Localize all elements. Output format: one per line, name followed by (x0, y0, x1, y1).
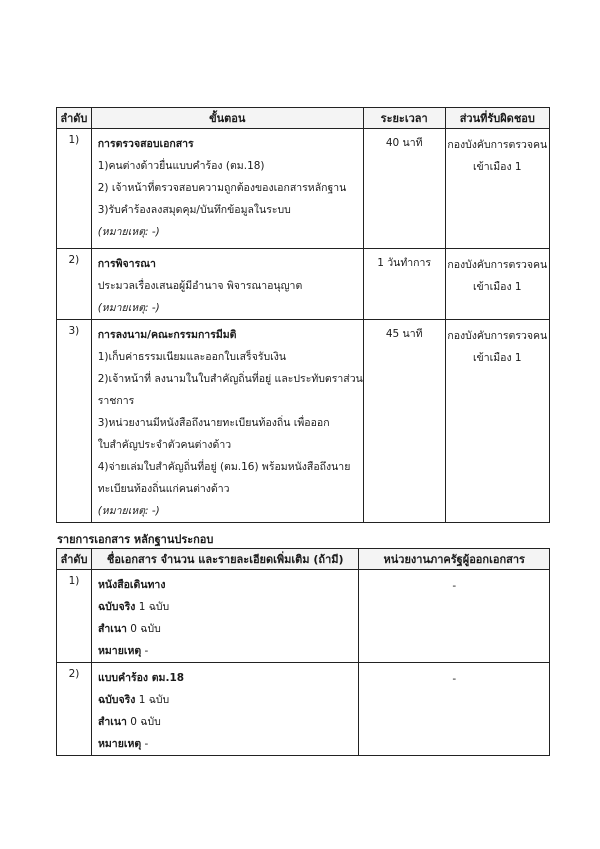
step-line: 1)เก็บค่าธรรมเนียมและออกใบเสร็จรับเงิน (97, 351, 287, 363)
step-note: (หมายเหตุ: -) (97, 505, 160, 517)
document-original (98, 596, 358, 618)
step-responsible (445, 320, 549, 523)
step-line: ทะเบียนท้องถิ่นแก่คนต่างด้าว (97, 483, 230, 495)
copy-label: สำเนา (97, 623, 127, 635)
step-detail (91, 320, 363, 523)
document-detail (91, 570, 358, 663)
note-value: - (144, 738, 149, 750)
row-number: 1) (57, 570, 92, 663)
responsible-line: เข้าเมือง 1 (472, 352, 522, 364)
header-order: ลำดับ (57, 549, 92, 570)
header-duration: ระยะเวลา (363, 108, 445, 129)
original-label: ฉบับจริง (97, 694, 136, 706)
step-line: ประมวลเรื่องเสนอผู้มีอำนาจ พิจารณาอนุญาต (97, 280, 303, 292)
step-duration: 1 วันทำการ (363, 249, 445, 320)
steps-header-row (57, 108, 550, 129)
step-detail (91, 129, 363, 249)
row-number: 3) (57, 320, 92, 523)
table-row (57, 320, 550, 523)
step-line: ใบสำคัญประจำตัวคนต่างด้าว (97, 439, 232, 451)
note-value: - (144, 645, 149, 657)
document-name: แบบคำร้อง ตม.18 (97, 672, 185, 684)
document-original (98, 689, 358, 711)
documents-table (56, 548, 550, 756)
header-responsible: ส่วนที่รับผิดชอบ (445, 108, 549, 129)
note-label: หมายเหตุ (97, 645, 142, 657)
header-document-name: ชื่อเอกสาร จำนวน และรายละเอียดเพิ่มเติม (ถ้ามี) (91, 549, 358, 570)
original-label: ฉบับจริง (97, 601, 136, 613)
step-line: 2)เจ้าหน้าที่ ลงนามในใบสำคัญถิ่นที่อยู่ และประทับตราส่วน (97, 373, 363, 385)
step-line: 1)คนต่างด้าวยื่นแบบคำร้อง (ตม.18) (97, 160, 265, 172)
steps-table (56, 107, 550, 523)
step-note: (หมายเหตุ: -) (97, 302, 160, 314)
step-duration: 40 นาที (363, 129, 445, 249)
responsible-line: เข้าเมือง 1 (472, 161, 522, 173)
step-note: (หมายเหตุ: -) (97, 226, 160, 238)
document-copy (98, 711, 358, 733)
header-issuer: หน่วยงานภาครัฐผู้ออกเอกสาร (359, 549, 550, 570)
document-name: หนังสือเดินทาง (97, 579, 166, 591)
row-number: 2) (57, 663, 92, 756)
responsible-line: กองบังคับการตรวจคน (447, 259, 548, 271)
table-row (57, 249, 550, 320)
step-line: 2) เจ้าหน้าที่ตรวจสอบความถูกต้องของเอกสารหลักฐาน (97, 182, 347, 194)
table-row (57, 663, 550, 756)
step-line: 3)หน่วยงานมีหนังสือถึงนายทะเบียนท้องถิ่น เพื่อออก (97, 417, 330, 429)
step-line: ราชการ (97, 395, 135, 407)
original-value: 1 ฉบับ (138, 694, 170, 706)
note-label: หมายเหตุ (97, 738, 142, 750)
original-value: 1 ฉบับ (138, 601, 170, 613)
header-steps: ขั้นตอน (91, 108, 363, 129)
document-note (98, 640, 358, 662)
step-line: 3)รับคำร้องลงสมุดคุม/บันทึกข้อมูลในระบบ (97, 204, 291, 216)
document-issuer: - (359, 663, 550, 756)
step-title: การลงนาม/คณะกรรมการมีมติ (97, 329, 237, 341)
table-row (57, 129, 550, 249)
document-detail (91, 663, 358, 756)
step-detail (91, 249, 363, 320)
document-issuer: - (359, 570, 550, 663)
step-responsible (445, 129, 549, 249)
copy-label: สำเนา (97, 716, 127, 728)
step-line: 4)จ่ายเล่มใบสำคัญถิ่นที่อยู่ (ตม.16) พร้อมหนังสือถึงนาย (97, 461, 351, 473)
table-row (57, 570, 550, 663)
responsible-line: กองบังคับการตรวจคน (447, 330, 548, 342)
step-duration: 45 นาที (363, 320, 445, 523)
row-number: 1) (57, 129, 92, 249)
responsible-line: กองบังคับการตรวจคน (447, 139, 548, 151)
header-order: ลำดับ (57, 108, 92, 129)
step-responsible (445, 249, 549, 320)
documents-heading: รายการเอกสาร หลักฐานประกอบ (57, 533, 214, 546)
copy-value: 0 ฉบับ (130, 623, 161, 635)
document-note (98, 733, 358, 755)
step-title: การตรวจสอบเอกสาร (97, 138, 194, 150)
document-copy (98, 618, 358, 640)
row-number: 2) (57, 249, 92, 320)
documents-header-row (57, 549, 550, 570)
copy-value: 0 ฉบับ (130, 716, 161, 728)
step-title: การพิจารณา (97, 258, 156, 270)
responsible-line: เข้าเมือง 1 (472, 281, 522, 293)
